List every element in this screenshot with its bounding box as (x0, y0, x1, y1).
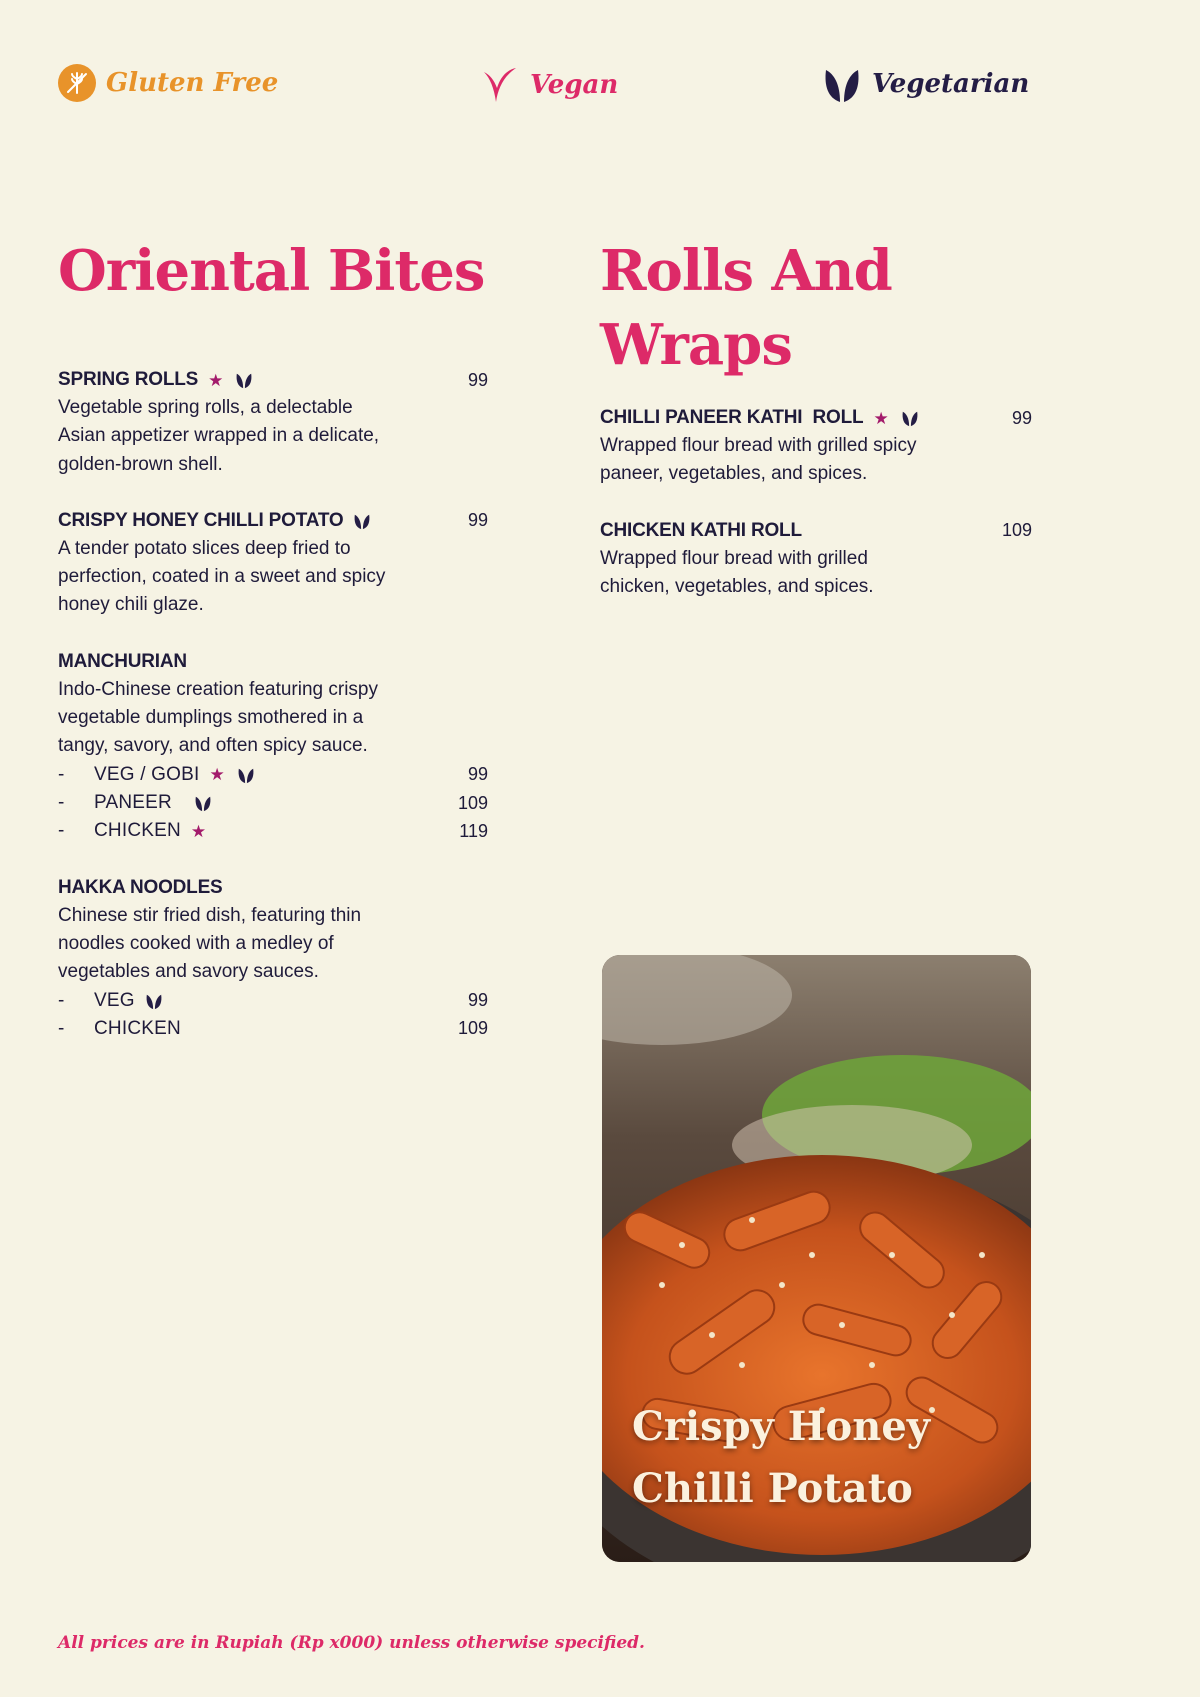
photo-caption-line-2: Chilli Potato (632, 1465, 913, 1512)
rolls-and-wraps-menu (600, 404, 1032, 629)
legend-vegetarian-label: Vegetarian (872, 69, 1030, 99)
variant-dash: - (58, 1017, 65, 1039)
menu-item-chicken-kathi-roll (600, 517, 1032, 602)
price-note: All prices are in Rupiah (Rp x000) unless otherwise specified. (58, 1633, 645, 1653)
legend-gluten-free-label: Gluten Free (106, 68, 279, 98)
vegetarian-leaf-icon (901, 409, 919, 427)
legend-vegan-label: Vegan (530, 70, 619, 100)
variant-price: 109 (457, 792, 488, 813)
variant-price: 119 (459, 820, 488, 841)
variant-name: PANEER (94, 792, 172, 814)
variant-dash: - (58, 820, 65, 842)
item-name: SPRING ROLLS (58, 369, 199, 390)
legend-gluten-free (58, 64, 278, 102)
food-photo (602, 955, 1031, 1562)
item-description: Chinese stir fried dish, featuring thin noodles cooked with a medley of vegetables and savory sauces. (58, 904, 362, 983)
variant-name: CHICKEN (94, 1017, 181, 1039)
variant-price: 109 (457, 1018, 488, 1039)
oriental-bites-title: Oriental Bites (58, 238, 485, 304)
item-description: Vegetable spring rolls, a delectable Asian appetizer wrapped in a delicate, golden-brown shell. (58, 397, 380, 475)
item-description: Wrapped flour bread with grilled chicken, vegetables, and spices. (600, 547, 874, 597)
item-price: 99 (467, 510, 488, 531)
item-description: Wrapped flour bread with grilled spicy paneer, vegetables, and spices. (600, 435, 917, 485)
variant-price: 99 (467, 764, 488, 785)
rolls-and-wraps-title: Rolls And Wraps (600, 238, 892, 378)
star-icon: ★ (190, 821, 207, 841)
item-name: CRISPY HONEY CHILLI POTATO (58, 509, 344, 531)
item-name: HAKKA NOODLES (58, 876, 223, 898)
variant-name: CHICKEN (94, 820, 181, 842)
star-icon: ★ (208, 370, 224, 390)
item-price: 99 (1011, 407, 1032, 428)
star-icon: ★ (873, 408, 889, 428)
item-price: 99 (467, 369, 488, 390)
variant-dash: - (58, 989, 65, 1011)
star-icon: ★ (209, 765, 225, 785)
variant-price: 99 (467, 990, 488, 1011)
variant-veg (58, 986, 488, 1014)
item-description: A tender potato slices deep fried to perfection, coated in a sweet and spicy honey chili glaze. (58, 537, 386, 616)
variant-name: VEG / GOBI (94, 763, 200, 785)
oriental-bites-menu (58, 366, 488, 1071)
vegetarian-leaf-icon (353, 512, 371, 530)
gluten-free-icon (58, 64, 96, 102)
menu-item-hakka-noodles (58, 874, 488, 1043)
item-name: CHILLI PANEER KATHI ROLL (600, 407, 864, 428)
legend-vegetarian (822, 64, 1029, 104)
variant-paneer (58, 789, 488, 817)
photo-caption (632, 1396, 930, 1520)
vegetarian-leaf-icon (194, 794, 212, 812)
variant-chicken (58, 817, 488, 845)
menu-item-chilli-paneer-kathi-roll (600, 404, 1032, 489)
vegetarian-leaf-icon (145, 992, 163, 1010)
variant-dash: - (58, 763, 65, 785)
menu-item-crispy-honey-chilli-potato (58, 507, 488, 620)
vegetarian-leaf-icon (235, 371, 253, 389)
menu-item-spring-rolls (58, 366, 488, 479)
variant-veg-gobi (58, 761, 488, 789)
variant-chicken (58, 1015, 488, 1043)
item-price: 109 (1001, 520, 1032, 541)
item-name: MANCHURIAN (58, 650, 187, 672)
item-name: CHICKEN KATHI ROLL (600, 519, 802, 541)
vegetarian-leaf-icon (237, 766, 255, 784)
variant-dash: - (58, 792, 65, 814)
vegetarian-leaf-icon (822, 64, 862, 104)
menu-item-manchurian (58, 648, 488, 846)
item-description: Indo-Chinese creation featuring crispy vegetable dumplings smothered in a tangy, savory, and often spicy sauce. (58, 678, 379, 757)
vegan-leaf-icon (480, 64, 520, 106)
photo-caption-line-1: Crispy Honey (632, 1403, 931, 1450)
legend-vegan (480, 64, 618, 106)
variant-name: VEG (94, 989, 135, 1011)
dietary-legend (58, 64, 1120, 114)
